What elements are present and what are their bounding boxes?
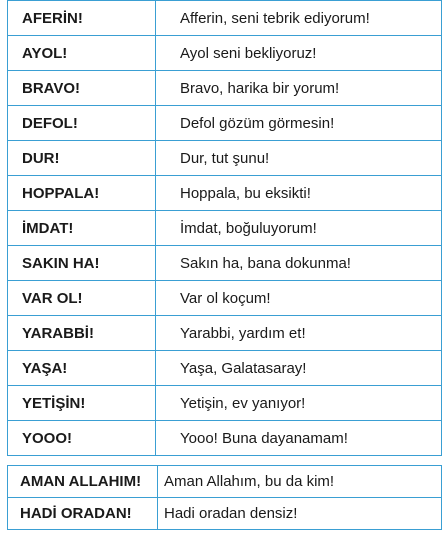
table-row [8, 281, 442, 316]
interjection-word: HOPPALA! [8, 176, 156, 211]
interjection-word: AYOL! [8, 36, 156, 71]
table-row [8, 176, 442, 211]
interjection-table [7, 0, 442, 456]
example-sentence: Ayol seni bekliyoruz! [156, 36, 442, 71]
table-row [8, 246, 442, 281]
table-row [8, 211, 442, 246]
interjection-word: SAKIN HA! [8, 246, 156, 281]
example-sentence: Aman Allahım, bu da kim! [158, 466, 442, 498]
interjection-word: İMDAT! [8, 211, 156, 246]
example-sentence: Var ol koçum! [156, 281, 442, 316]
example-sentence: Hadi oradan densiz! [158, 498, 442, 530]
table-row [8, 498, 442, 530]
example-sentence: Defol gözüm görmesin! [156, 106, 442, 141]
interjection-word: YETİŞİN! [8, 386, 156, 421]
interjection-word: AMAN ALLAHIM! [8, 466, 158, 498]
interjection-word: AFERİN! [8, 1, 156, 36]
interjection-word: YAŞA! [8, 351, 156, 386]
table-row [8, 1, 442, 36]
table-row [8, 106, 442, 141]
table-row [8, 351, 442, 386]
interjection-word: YARABBİ! [8, 316, 156, 351]
example-sentence: Yooo! Buna dayanamam! [156, 421, 442, 456]
interjection-word: VAR OL! [8, 281, 156, 316]
example-sentence: Afferin, seni tebrik ediyorum! [156, 1, 442, 36]
interjection-word: HADİ ORADAN! [8, 498, 158, 530]
interjection-word: BRAVO! [8, 71, 156, 106]
table-row [8, 36, 442, 71]
table-row [8, 316, 442, 351]
example-sentence: Hoppala, bu eksikti! [156, 176, 442, 211]
example-sentence: Yaşa, Galatasaray! [156, 351, 442, 386]
table-row [8, 386, 442, 421]
table-row [8, 141, 442, 176]
interjection-word: YOOO! [8, 421, 156, 456]
example-sentence: Bravo, harika bir yorum! [156, 71, 442, 106]
example-sentence: İmdat, boğuluyorum! [156, 211, 442, 246]
table-row [8, 466, 442, 498]
interjection-word: DEFOL! [8, 106, 156, 141]
extra-interjection-table [7, 465, 442, 530]
table-row [8, 421, 442, 456]
example-sentence: Yarabbi, yardım et! [156, 316, 442, 351]
interjection-word: DUR! [8, 141, 156, 176]
example-sentence: Dur, tut şunu! [156, 141, 442, 176]
table-row [8, 71, 442, 106]
example-sentence: Yetişin, ev yanıyor! [156, 386, 442, 421]
example-sentence: Sakın ha, bana dokunma! [156, 246, 442, 281]
